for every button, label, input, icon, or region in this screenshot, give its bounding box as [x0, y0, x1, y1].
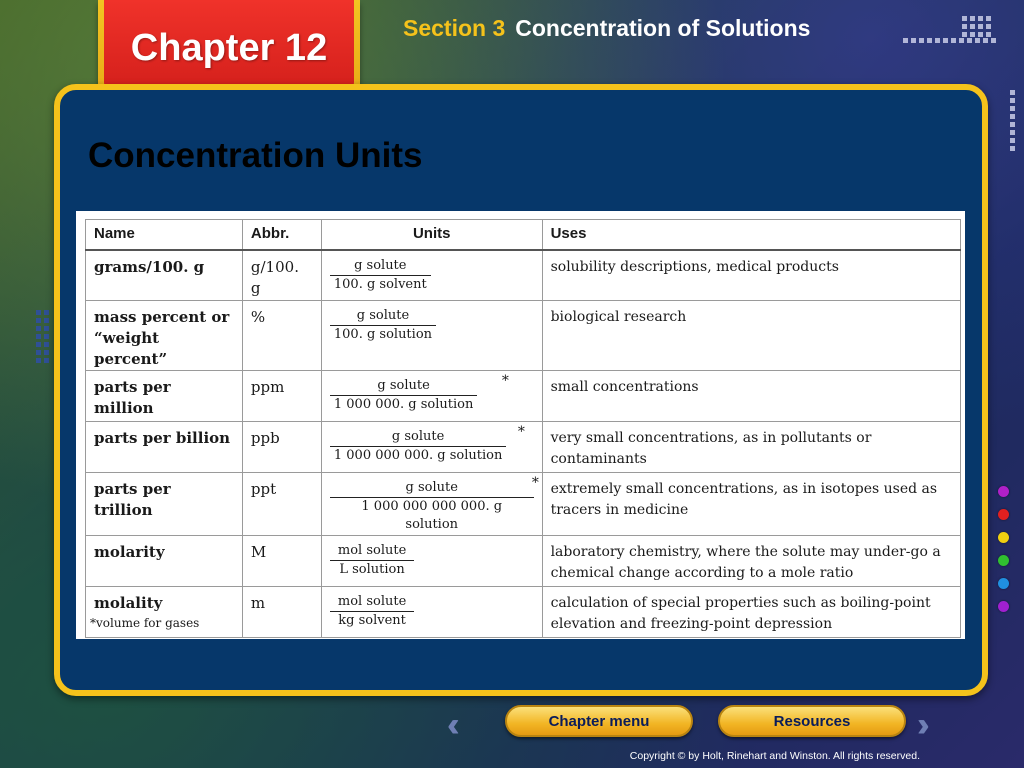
grid-dot: [1010, 114, 1015, 119]
grid-dot: [1010, 106, 1015, 111]
grid-dot: [986, 16, 991, 21]
color-dot: [998, 532, 1009, 543]
fraction-numerator: g solute: [330, 479, 534, 498]
section-title: Concentration of Solutions: [515, 15, 811, 41]
grid-dot: [36, 326, 41, 331]
cell-uses: very small concentrations, as in pollutants or contaminants: [542, 422, 960, 473]
grid-dot: [36, 342, 41, 347]
cell-uses: extremely small concentrations, as in isotopes used as tracers in medicine: [542, 473, 960, 536]
table-row: [86, 473, 961, 536]
grid-dot: [975, 38, 980, 43]
forward-arrows-icon[interactable]: ››: [917, 706, 920, 744]
cell-abbr: M: [242, 536, 321, 587]
grid-dot: [44, 326, 49, 331]
grid-dot: [962, 24, 967, 29]
cell-abbr: ppb: [242, 422, 321, 473]
unit-fraction: [330, 542, 414, 579]
color-dot: [998, 601, 1009, 612]
grid-dot: [911, 38, 916, 43]
fraction-denominator: L solution: [339, 562, 405, 577]
grid-dot: [36, 358, 41, 363]
table-row: [86, 422, 961, 473]
cell-abbr: m: [242, 587, 321, 638]
cell-uses: laboratory chemistry, where the solute may under-go a chemical change according to a mole ratio: [542, 536, 960, 587]
cell-abbr: %: [242, 301, 321, 371]
grid-dot: [1010, 122, 1015, 127]
grid-dot: [1010, 98, 1015, 103]
cell-units: [321, 473, 542, 536]
unit-fraction: [330, 428, 506, 465]
grid-dot: [44, 310, 49, 315]
grid-dot: [1010, 146, 1015, 151]
cell-units: [321, 301, 542, 371]
cell-name: parts per million: [86, 371, 243, 422]
fraction-denominator: kg solvent: [338, 613, 406, 628]
cell-units: [321, 422, 542, 473]
back-arrows-icon[interactable]: ‹‹: [447, 706, 450, 744]
table-footnote: *volume for gases: [90, 616, 200, 630]
grid-dot: [1010, 130, 1015, 135]
chapter-title: Chapter 12: [130, 26, 328, 69]
grid-dot: [970, 16, 975, 21]
grid-dot: [978, 24, 983, 29]
cell-name: mass percent or “weight percent”: [86, 301, 243, 371]
fraction-denominator: 1 000 000 000 000. g solution: [361, 499, 503, 532]
grid-dot: [44, 358, 49, 363]
grid-dot: [935, 38, 940, 43]
grid-dot: [978, 16, 983, 21]
cell-uses: biological research: [542, 301, 960, 371]
grid-dot: [978, 32, 983, 37]
grid-dot: [927, 38, 932, 43]
grid-dot: [970, 24, 975, 29]
grid-dot: [44, 342, 49, 347]
grid-dot: [919, 38, 924, 43]
grid-dot: [951, 38, 956, 43]
footnote-asterisk: *: [501, 373, 509, 389]
fraction-numerator: mol solute: [330, 542, 414, 561]
grid-dot: [986, 32, 991, 37]
grid-dot: [943, 38, 948, 43]
section-heading: [403, 12, 823, 44]
decorative-dot-grid: [962, 16, 991, 37]
unit-fraction: [330, 377, 478, 414]
unit-fraction: [330, 479, 534, 534]
grid-dot: [903, 38, 908, 43]
grid-dot: [44, 318, 49, 323]
grid-dot: [986, 24, 991, 29]
copyright-notice: Copyright © by Holt, Rinehart and Winston. All rights reserved.: [629, 750, 920, 762]
fraction-numerator: g solute: [330, 377, 478, 396]
grid-dot: [962, 16, 967, 21]
fraction-numerator: g solute: [330, 257, 431, 276]
concentration-units-table: [85, 219, 961, 638]
cell-name: parts per trillion: [86, 473, 243, 536]
grid-dot: [44, 334, 49, 339]
column-header-name: Name: [86, 220, 243, 250]
fraction-denominator: 1 000 000 000. g solution: [333, 448, 503, 463]
color-dot: [998, 509, 1009, 520]
grid-dot: [36, 334, 41, 339]
fraction-numerator: g solute: [330, 307, 436, 326]
cell-name: molality: [86, 587, 243, 638]
cell-units: [321, 536, 542, 587]
table-body: [86, 250, 961, 638]
grid-dot: [36, 350, 41, 355]
cell-units: [321, 587, 542, 638]
cell-abbr: ppt: [242, 473, 321, 536]
color-dot: [998, 578, 1009, 589]
cell-units: [321, 371, 542, 422]
grid-dot: [1010, 138, 1015, 143]
slide-title: Concentration Units: [88, 136, 423, 175]
unit-fraction: [330, 593, 414, 630]
footnote-asterisk: *: [531, 475, 539, 491]
color-dot-strip: [998, 486, 1009, 612]
grid-dot: [44, 350, 49, 355]
cell-units: [321, 250, 542, 301]
fraction-denominator: 100. g solvent: [333, 276, 427, 292]
cell-abbr: g/100. g: [242, 250, 321, 301]
cell-name: parts per billion: [86, 422, 243, 473]
grid-dot: [991, 38, 996, 43]
fraction-numerator: g solute: [330, 428, 506, 447]
table-header-row: [86, 220, 961, 250]
grid-dot: [967, 38, 972, 43]
grid-dot: [959, 38, 964, 43]
grid-dot: [36, 318, 41, 323]
grid-dot: [983, 38, 988, 43]
resources-button[interactable]: Resources: [718, 705, 906, 737]
concentration-units-table-figure: [76, 211, 965, 639]
unit-fraction: [330, 307, 436, 344]
cell-uses: calculation of special properties such as boiling-point elevation and freezing-point depression: [542, 587, 960, 638]
decorative-dot-grid: [36, 310, 49, 363]
footnote-asterisk: *: [517, 424, 525, 440]
cell-name: molarity: [86, 536, 243, 587]
fraction-denominator: 100. g solution: [333, 327, 433, 342]
cell-uses: small concentrations: [542, 371, 960, 422]
table-row: [86, 301, 961, 371]
decorative-dot-grid: [903, 38, 996, 43]
grid-dot: [36, 310, 41, 315]
fraction-denominator: 1 000 000. g solution: [333, 397, 474, 412]
section-label: Section 3: [403, 15, 506, 41]
table-row: [86, 250, 961, 301]
table-row: [86, 587, 961, 638]
chapter-menu-button[interactable]: Chapter menu: [505, 705, 693, 737]
color-dot: [998, 486, 1009, 497]
grid-dot: [1010, 90, 1015, 95]
column-header-units: Units: [321, 220, 542, 250]
color-dot: [998, 555, 1009, 566]
decorative-dot-grid: [1010, 90, 1015, 151]
grid-dot: [970, 32, 975, 37]
unit-fraction: [330, 257, 431, 294]
table-row: [86, 536, 961, 587]
column-header-uses: Uses: [542, 220, 960, 250]
cell-abbr: ppm: [242, 371, 321, 422]
cell-uses: solubility descriptions, medical products: [542, 250, 960, 301]
cell-name: grams/100. g: [86, 250, 243, 301]
grid-dot: [962, 32, 967, 37]
table-row: [86, 371, 961, 422]
column-header-abbr: Abbr.: [242, 220, 321, 250]
fraction-numerator: mol solute: [330, 593, 414, 612]
